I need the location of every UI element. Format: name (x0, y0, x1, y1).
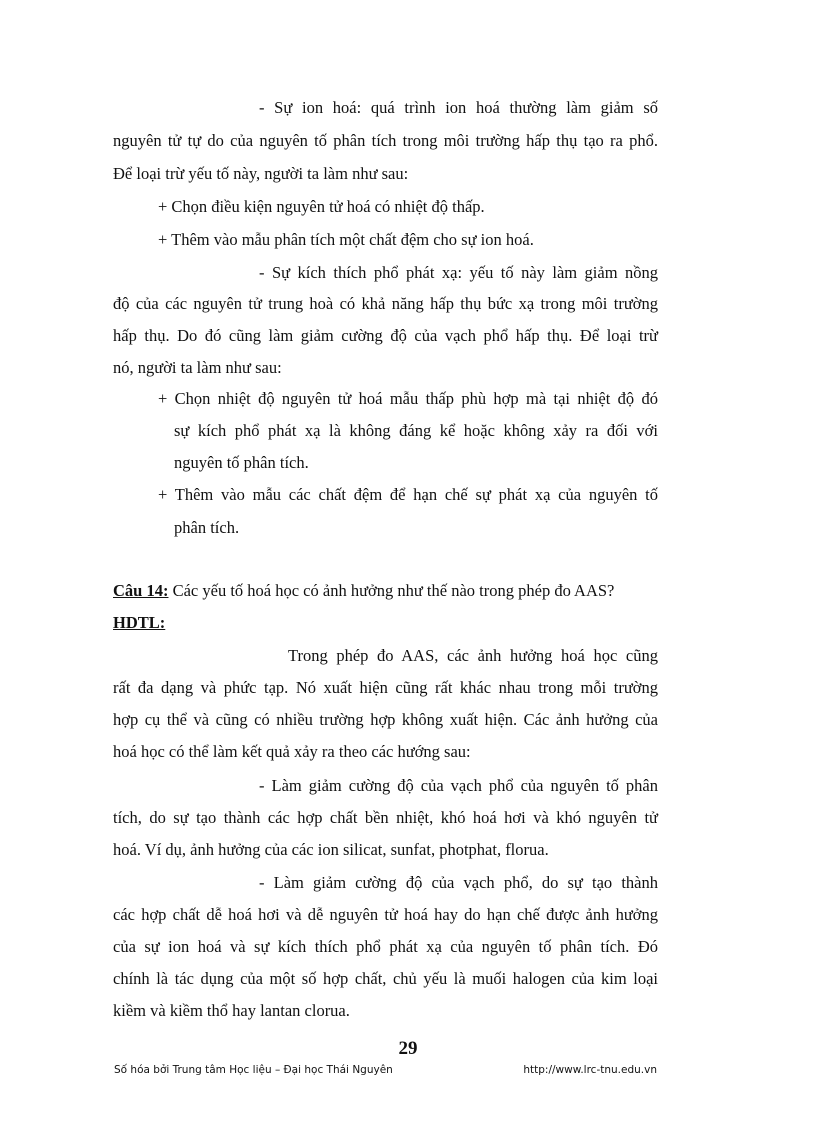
text-line: hấp thụ. Do đó cũng làm giảm cường độ của vạch phổ hấp thụ. Để loại trừ (113, 326, 658, 345)
text-line: Trong phép đo AAS, các ảnh hưởng hoá học cũng (288, 646, 658, 665)
page-number: 29 (398, 1038, 418, 1059)
text-line: kiềm và kiềm thổ hay lantan clorua. (113, 1001, 350, 1020)
footer-source: Số hóa bởi Trung tâm Học liệu – Đại học Thái Nguyên (114, 1064, 393, 1076)
footer-url: http://www.lrc-tnu.edu.vn (523, 1064, 657, 1076)
question-heading (113, 581, 658, 601)
text-line: tích, do sự tạo thành các hợp chất bền nhiệt, khó hoá hơi và khó nguyên tử (113, 808, 658, 827)
question-text: Các yếu tố hoá học có ảnh hưởng như thế nào trong phép đo AAS? (168, 581, 615, 600)
answer-heading (113, 613, 658, 633)
text-line: hoá. Ví dụ, ảnh hưởng của các ion silicat, sunfat, photphat, florua. (113, 840, 549, 859)
text-line: nó, người ta làm như sau: (113, 358, 282, 377)
text-line: sự kích phổ phát xạ là không đáng kể hoặc không xảy ra đối với (174, 421, 658, 440)
text-line: - Sự kích thích phổ phát xạ: yếu tố này làm giảm nồng (259, 263, 658, 282)
text-line: chính là tác dụng của một số hợp chất, chủ yếu là muối halogen của kim loại (113, 969, 658, 988)
text-line: + Thêm vào mẫu các chất đệm để hạn chế sự phát xạ của nguyên tố (158, 485, 658, 504)
text-line: hợp cụ thể và cũng có nhiều trường hợp không xuất hiện. Các ảnh hưởng của (113, 710, 658, 729)
text-line: + Chọn điều kiện nguyên tử hoá có nhiệt độ thấp. (158, 197, 485, 216)
text-line: - Làm giảm cường độ của vạch phổ, do sự tạo thành (259, 873, 658, 892)
text-line: các hợp chất dễ hoá hơi và dễ nguyên tử hoá hay do hạn chế được ảnh hưởng (113, 905, 658, 924)
text-line: của sự ion hoá và sự kích thích phổ phát xạ của nguyên tố phân tích. Đó (113, 937, 658, 956)
text-line: phân tích. (174, 518, 240, 537)
question-label: Câu 14: (113, 581, 169, 600)
text-line: - Làm giảm cường độ của vạch phổ của nguyên tố phân (259, 776, 658, 795)
text-line: Để loại trừ yếu tố này, người ta làm như sau: (113, 164, 409, 183)
text-line: + Thêm vào mẫu phân tích một chất đệm cho sự ion hoá. (158, 230, 534, 249)
text-line: nguyên tử tự do của nguyên tố phân tích trong môi trường hấp thụ tạo ra phổ. (113, 131, 658, 150)
text-line: hoá học có thể làm kết quả xảy ra theo các hướng sau: (113, 742, 471, 761)
text-line: - Sự ion hoá: quá trình ion hoá thường làm giảm số (259, 98, 658, 117)
text-line: nguyên tố phân tích. (174, 453, 309, 472)
answer-label: HDTL: (113, 613, 166, 632)
text-line: độ của các nguyên tử trung hoà có khả năng hấp thụ bức xạ trong môi trường (113, 294, 658, 313)
text-line: rất đa dạng và phức tạp. Nó xuất hiện cũng rất khác nhau trong mỗi trường (113, 678, 658, 697)
text-line: + Chọn nhiệt độ nguyên tử hoá mẫu thấp phù hợp mà tại nhiệt độ đó (158, 389, 658, 408)
